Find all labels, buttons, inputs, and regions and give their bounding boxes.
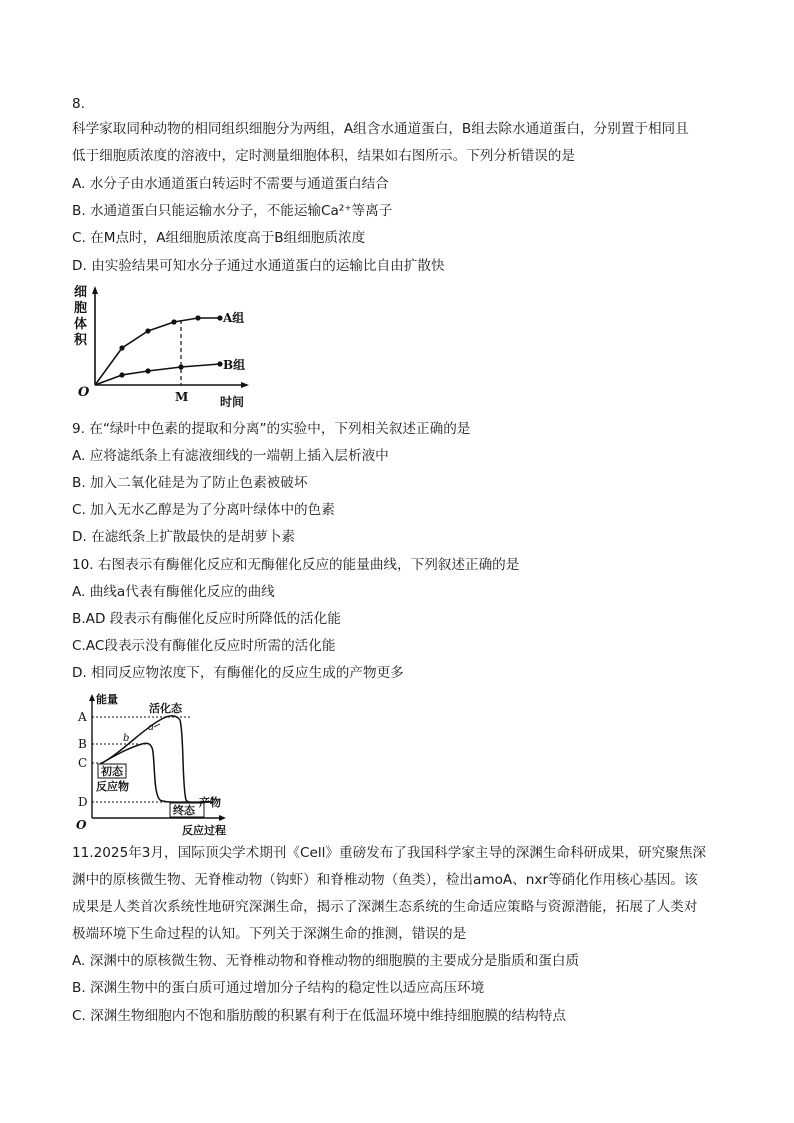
question-9-option-c: C. 加入无水乙醇是为了分离叶绿体中的色素 bbox=[72, 502, 335, 518]
figure8-curve-a bbox=[95, 318, 220, 385]
question-9-option-a: A. 应将滤纸条上有滤液细线的一端朝上插入层析液中 bbox=[72, 448, 389, 464]
question-8-option-a: A. 水分子由水通道蛋白转运时不需要与通道蛋白结合 bbox=[72, 176, 389, 192]
figure8-curve-b bbox=[95, 364, 220, 385]
figure10-initial-state-label: 初态 bbox=[101, 765, 123, 778]
question-11-option-a: A. 深渊中的原核微生物、无脊椎动物和脊椎动物的细胞膜的主要成分是脂质和蛋白质 bbox=[72, 953, 580, 969]
figure8-ylabel-char-2: 胞 bbox=[74, 301, 88, 316]
figure10-final-state-label: 终态 bbox=[173, 804, 195, 817]
figure10-x-axis-label: 反应过程 bbox=[182, 824, 226, 837]
figure8-x-axis-arrow bbox=[241, 382, 249, 388]
question-11-line-2: 渊中的原核微生物、无脊椎动物（钩虾）和脊椎动物（鱼类），检出amoA、nxr等硝化作用核心基因。该 bbox=[72, 872, 698, 888]
question-10-option-a: A. 曲线a代表有酶催化反应的曲线 bbox=[72, 584, 275, 600]
question-11-option-c: C. 深渊生物细胞内不饱和脂肪酸的积累有利于在低温环境中维持细胞膜的结构特点 bbox=[72, 1008, 566, 1024]
question-8-stem-line-1: 科学家取同种动物的相同组织细胞分为两组，A组含水通道蛋白，B组去除水通道蛋白，分别置于相同且 bbox=[72, 121, 689, 137]
figure8-series-a-label: A组 bbox=[223, 311, 245, 325]
question-10-stem: 10. 右图表示有酶催化反应和无酶催化反应的能量曲线，下列叙述正确的是 bbox=[72, 557, 520, 573]
question-11-line-1: 11.2025年3月，国际顶尖学术期刊《Cell》重磅发布了我国科学家主导的深渊生命科研成果，研究聚焦深 bbox=[72, 845, 707, 861]
figure10-curve-a-label: a bbox=[148, 722, 154, 733]
figure10-reactant-label: 反应物 bbox=[96, 780, 129, 793]
question-8-option-d: D. 由实验结果可知水分子通过水通道蛋白的运输比自由扩散快 bbox=[72, 258, 445, 274]
figure10-y-axis-label: 能量 bbox=[96, 693, 118, 706]
question-9-option-d: D. 在滤纸条上扩散最快的是胡萝卜素 bbox=[72, 529, 296, 545]
figure10-product-label: 产物 bbox=[199, 796, 221, 809]
question-8-number: 8. bbox=[72, 96, 85, 112]
question-8-option-c: C. 在M点时，A组细胞质浓度高于B组细胞质浓度 bbox=[72, 230, 366, 246]
question-9-stem: 9. 在“绿叶中色素的提取和分离”的实验中，下列相关叙述正确的是 bbox=[72, 421, 471, 437]
figure10-level-a: A bbox=[78, 710, 87, 724]
figure10-y-axis-arrow bbox=[89, 694, 95, 701]
figure8-ylabel-char-3: 体 bbox=[74, 317, 88, 332]
figure8-y-axis-arrow bbox=[92, 286, 98, 294]
question-10-option-d: D. 相同反应物浓度下，有酶催化的反应生成的产物更多 bbox=[72, 665, 404, 681]
figure8-ylabel-char-1: 细 bbox=[74, 285, 88, 300]
figure8-series-b-label: B组 bbox=[223, 358, 246, 372]
question-11-option-b: B. 深渊生物中的蛋白质可通过增加分子结构的稳定性以适应高压环境 bbox=[72, 980, 485, 996]
figure10-curve-b-label: b bbox=[123, 733, 130, 744]
question-9-option-b: B. 加入二氧化硅是为了防止色素被破坏 bbox=[72, 475, 308, 491]
energy-curve-figure bbox=[72, 690, 242, 840]
figure10-activated-state-label: 活化态 bbox=[149, 702, 182, 715]
figure8-curve-b-points bbox=[119, 361, 222, 377]
figure10-level-d: D bbox=[78, 795, 88, 809]
figure10-level-b: B bbox=[78, 737, 87, 751]
figure8-origin-label: O bbox=[78, 385, 90, 400]
figure8-x-axis-label: 时间 bbox=[220, 395, 245, 409]
figure8-m-label: M bbox=[175, 390, 189, 404]
question-8-option-b: B. 水通道蛋白只能运输水分子，不能运输Ca²⁺等离子 bbox=[72, 203, 393, 219]
figure10-curve-a-leader bbox=[154, 724, 160, 727]
question-11-line-3: 成果是人类首次系统性地研究深渊生命，揭示了深渊生态系统的生命适应策略与资源潜能，拓展了人类对 bbox=[72, 899, 698, 915]
figure10-x-axis-arrow bbox=[219, 815, 226, 821]
question-8-stem-line-2: 低于细胞质浓度的溶液中，定时测量细胞体积，结果如右图所示。下列分析错误的是 bbox=[72, 148, 575, 164]
question-10-option-b: B.AD 段表示有酶催化反应时所降低的活化能 bbox=[72, 611, 341, 627]
cell-volume-figure bbox=[70, 282, 260, 412]
figure8-ylabel-char-4: 积 bbox=[74, 333, 88, 348]
figure8-curve-a-points bbox=[119, 315, 222, 350]
figure10-origin-label: O bbox=[76, 818, 87, 832]
question-11-line-4: 极端环境下生命过程的认知。下列关于深渊生命的推测，错误的是 bbox=[72, 926, 467, 942]
figure10-level-c: C bbox=[78, 756, 88, 770]
question-10-option-c: C.AC段表示没有酶催化反应时所需的活化能 bbox=[72, 638, 336, 654]
